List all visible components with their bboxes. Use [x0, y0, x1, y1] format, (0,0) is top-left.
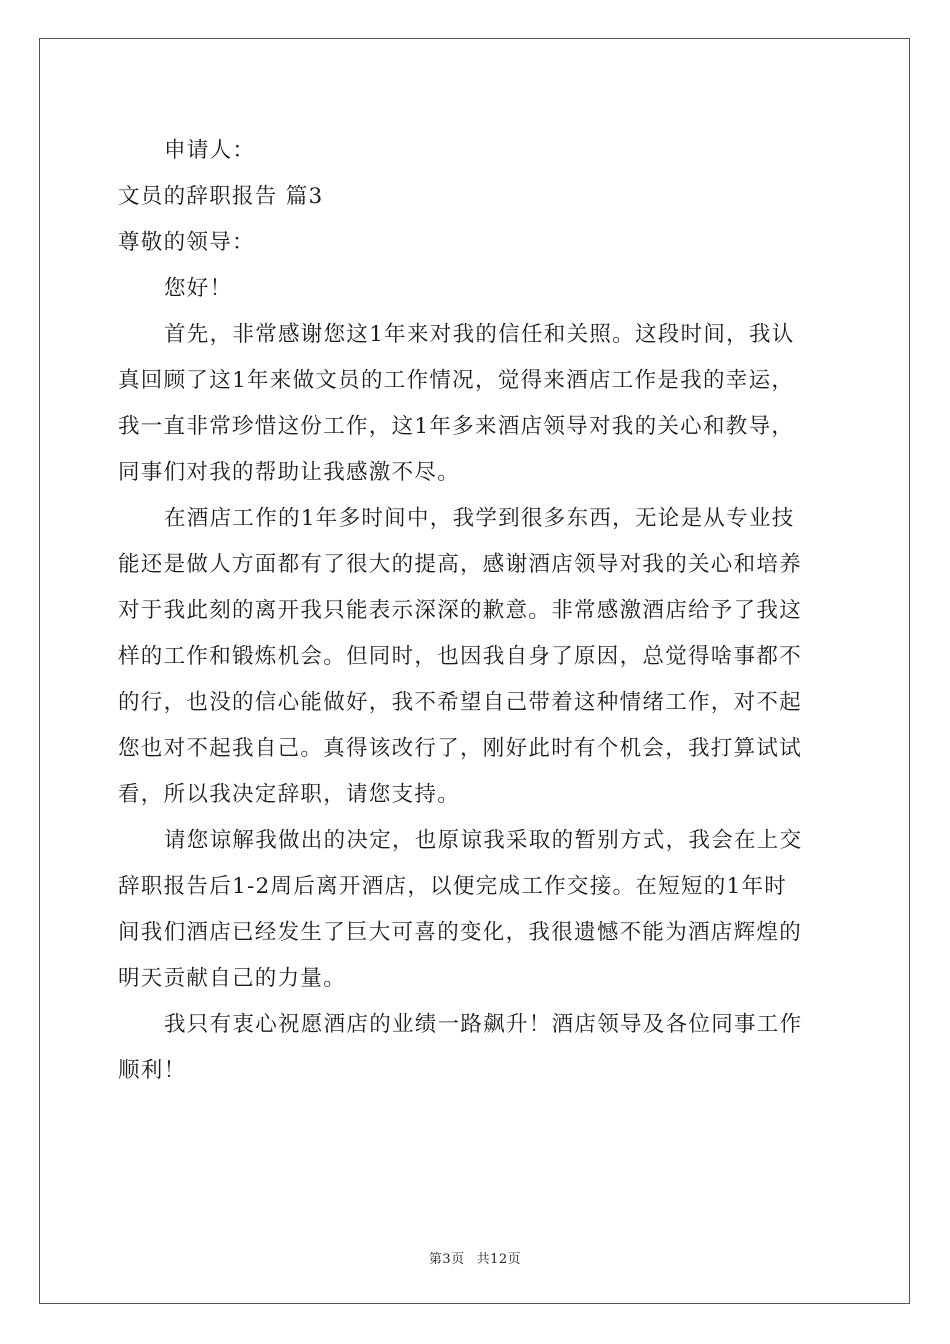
paragraph-line: 请您谅解我做出的决定，也原谅我采取的暂别方式，我会在上交: [164, 828, 803, 853]
paragraph-line: 样的工作和锻炼机会。但同时，也因我自身了原因，总觉得啥事都不: [118, 644, 803, 669]
paragraph-line: 辞职报告后1-2周后离开酒店，以便完成工作交接。在短短的1年时: [118, 874, 788, 899]
paragraph-line: 对于我此刻的离开我只能表示深深的歉意。非常感激酒店给予了我这: [118, 598, 803, 623]
section-title: 文员的辞职报告 篇3: [118, 184, 324, 209]
paragraph-line: 的行，也没的信心能做好，我不希望自己带着这种情绪工作，对不起: [118, 690, 803, 715]
paragraph-line: 我只有衷心祝愿酒店的业绩一路飙升！酒店领导及各位同事工作: [164, 1012, 803, 1037]
paragraph-line: 真回顾了这1年来做文员的工作情况，觉得来酒店工作是我的幸运，: [118, 368, 795, 393]
paragraph-1: [118, 312, 834, 496]
paragraph-line: 您也对不起我自己。真得该改行了，刚好此时有个机会，我打算试试: [118, 736, 803, 761]
paragraph-2: [118, 496, 834, 818]
page-footer: [0, 1248, 950, 1267]
paragraph-line: 能还是做人方面都有了很大的提高，感谢酒店领导对我的关心和培养: [118, 552, 803, 577]
salutation: 尊敬的领导：: [118, 230, 255, 255]
applicant-label: 申请人：: [164, 138, 256, 163]
paragraph-4: [118, 1002, 834, 1094]
page-total: 共12页: [476, 1252, 522, 1267]
paragraph-3: [118, 818, 834, 1002]
paragraph-line: 我一直非常珍惜这份工作，这1年多来酒店领导对我的关心和教导，: [118, 414, 795, 439]
paragraph-line: 顺利！: [118, 1058, 187, 1083]
greeting: 您好！: [164, 276, 233, 301]
paragraph-line: 看，所以我决定辞职，请您支持。: [118, 782, 461, 807]
paragraph-line: 间我们酒店已经发生了巨大可喜的变化，我很遗憾不能为酒店辉煌的: [118, 920, 803, 945]
paragraph-line: 同事们对我的帮助让我感激不尽。: [118, 460, 461, 485]
paragraph-line: 明天贡献自己的力量。: [118, 966, 347, 991]
paragraph-line: 在酒店工作的1年多时间中，我学到很多东西，无论是从专业技: [164, 506, 795, 531]
page-number: 第3页: [428, 1252, 465, 1267]
document-body: [118, 128, 834, 1094]
paragraph-line: 首先，非常感谢您这1年来对我的信任和关照。这段时间，我认: [164, 322, 795, 347]
